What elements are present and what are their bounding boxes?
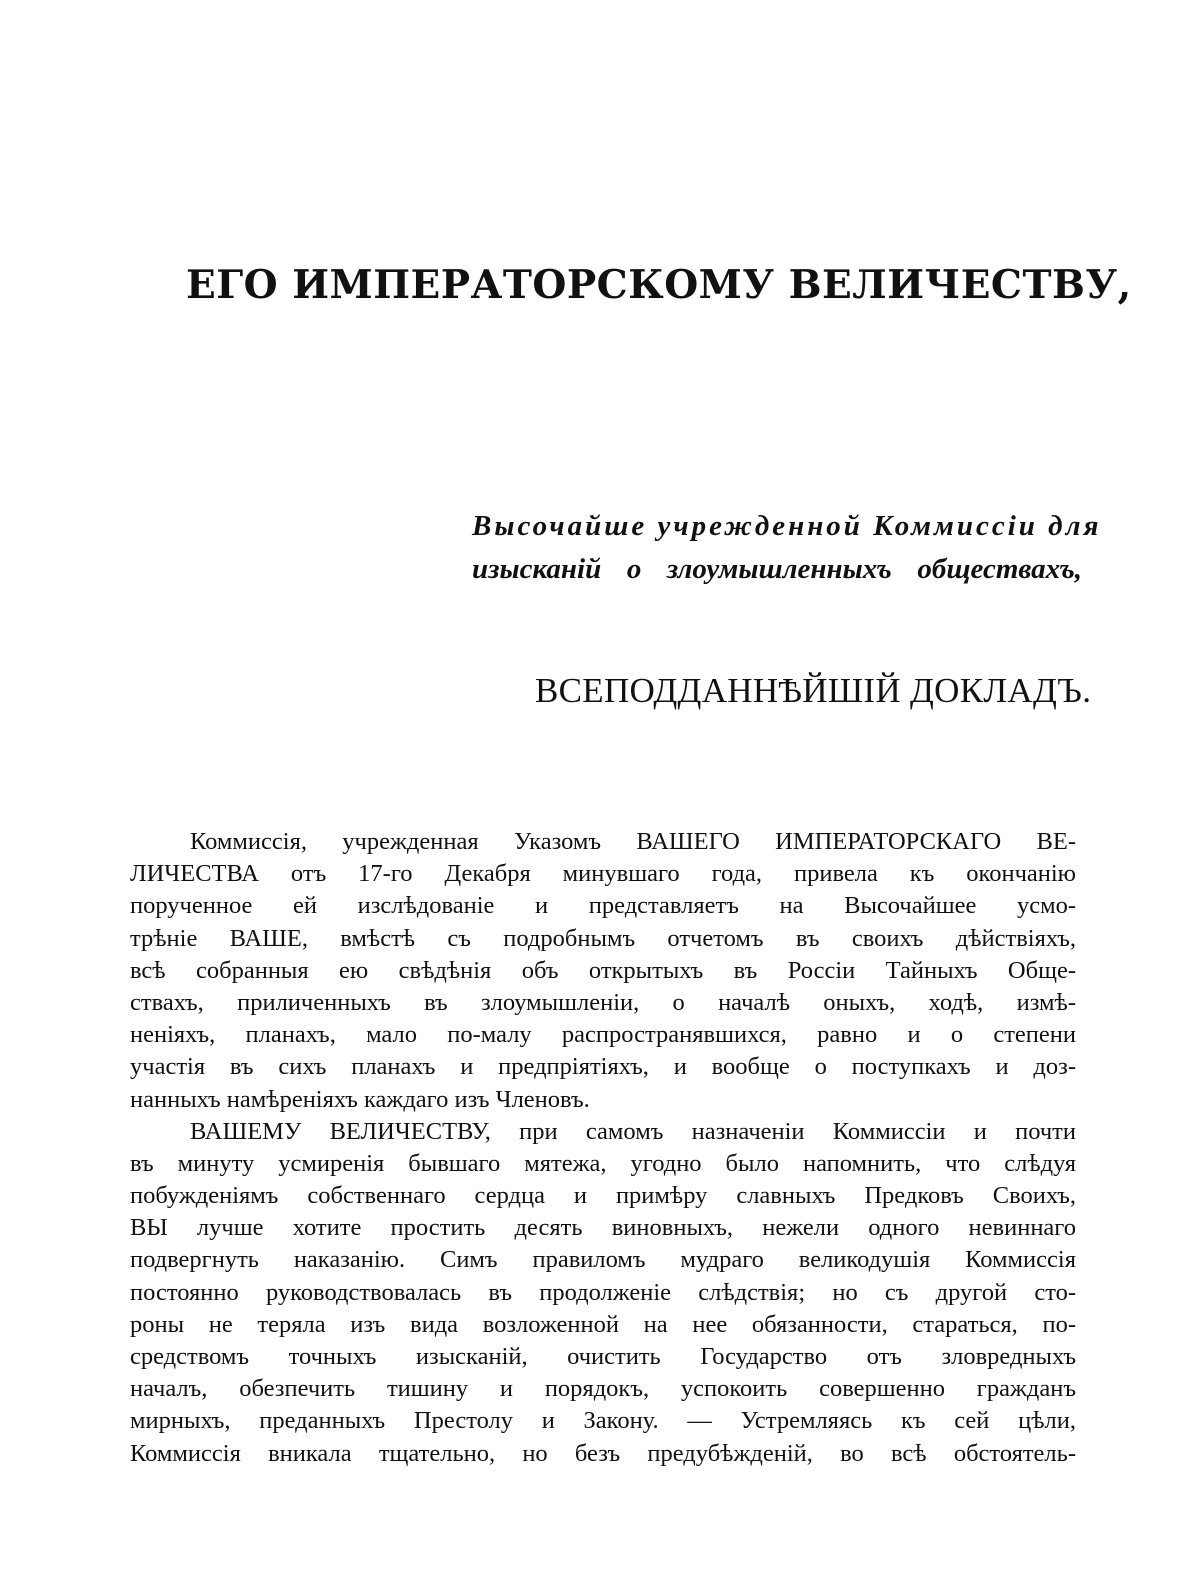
text-line: ЛИЧЕСТВА отъ 17-го Декабря минувшаго года, привела къ окончанію <box>130 860 1076 888</box>
text-line: Коммиссія вникала тщательно, но безъ предубѣжденій, во всѣ обстоятель- <box>130 1439 1076 1467</box>
text-line: постоянно руководствовалась въ продолженіе слѣдствія; но съ другой сто- <box>130 1278 1076 1306</box>
text-line: ВАШЕМУ ВЕЛИЧЕСТВУ, при самомъ назначеніи Коммиссіи и почти <box>190 1117 1076 1145</box>
text-line: подвергнуть наказанію. Симъ правиломъ мудраго великодушія Коммиссія <box>130 1246 1076 1274</box>
dedication-heading: ЕГО ИМПЕРАТОРСКОМУ ВЕЛИЧЕСТВУ, <box>186 262 1132 308</box>
text-line: въ минуту усмиренія бывшаго мятежа, угодно было напомнить, что слѣдуя <box>130 1149 1076 1177</box>
text-line: побужденіямъ собственнаго сердца и примѣру славныхъ Предковъ Своихъ, <box>130 1182 1076 1210</box>
report-title: ВСЕПОДДАННѢЙШІЙ ДОКЛАДЪ. <box>535 671 1092 710</box>
text-line: участія въ сихъ планахъ и предпріятіяхъ, и вообще о поступкахъ и доз- <box>130 1053 1076 1081</box>
text-line: нанныхъ намѣреніяхъ каждаго изъ Членовъ. <box>130 1085 590 1113</box>
text-line: неніяхъ, планахъ, мало по-малу распространявшихся, равно и о степени <box>130 1021 1076 1049</box>
commission-heading <box>472 505 1102 591</box>
text-line: всѣ собранныя ею свѣдѣнія объ открытыхъ въ Россіи Тайныхъ Обще- <box>130 956 1076 984</box>
text-line: ВЫ лучше хотите простить десять виновныхъ, нежели одного невиннаго <box>130 1214 1076 1242</box>
text-line: началъ, обезпечить тишину и порядокъ, успокоить совершенно гражданъ <box>130 1375 1076 1403</box>
commission-line: Высочайше учрежденной Коммиссіи для <box>472 510 1102 542</box>
text-line: ствахъ, приличенныхъ въ злоумышленіи, о началѣ оныхъ, ходѣ, измѣ- <box>130 988 1076 1016</box>
text-line: Коммиссія, учрежденная Указомъ ВАШЕГО ИМПЕРАТОРСКАГО ВЕ- <box>190 828 1076 855</box>
text-line: средствомъ точныхъ изысканій, очистить Государство отъ зловредныхъ <box>130 1343 1076 1370</box>
text-line: мирныхъ, преданныхъ Престолу и Закону. — Устремляясь къ сей цѣли, <box>130 1407 1076 1435</box>
text-line: порученное ей изслѣдованіе и представляетъ на Высочайшее усмо- <box>130 892 1076 920</box>
report-body <box>130 826 1076 1470</box>
text-line: роны не теряла изъ вида возложенной на нее обязанности, стараться, по- <box>130 1310 1076 1338</box>
commission-line: изысканій о злоумышленныхъ обществахъ, <box>472 553 1082 585</box>
text-line: трѣніе ВАШЕ, вмѣстѣ съ подробнымъ отчетомъ въ своихъ дѣйствіяхъ, <box>130 924 1076 952</box>
